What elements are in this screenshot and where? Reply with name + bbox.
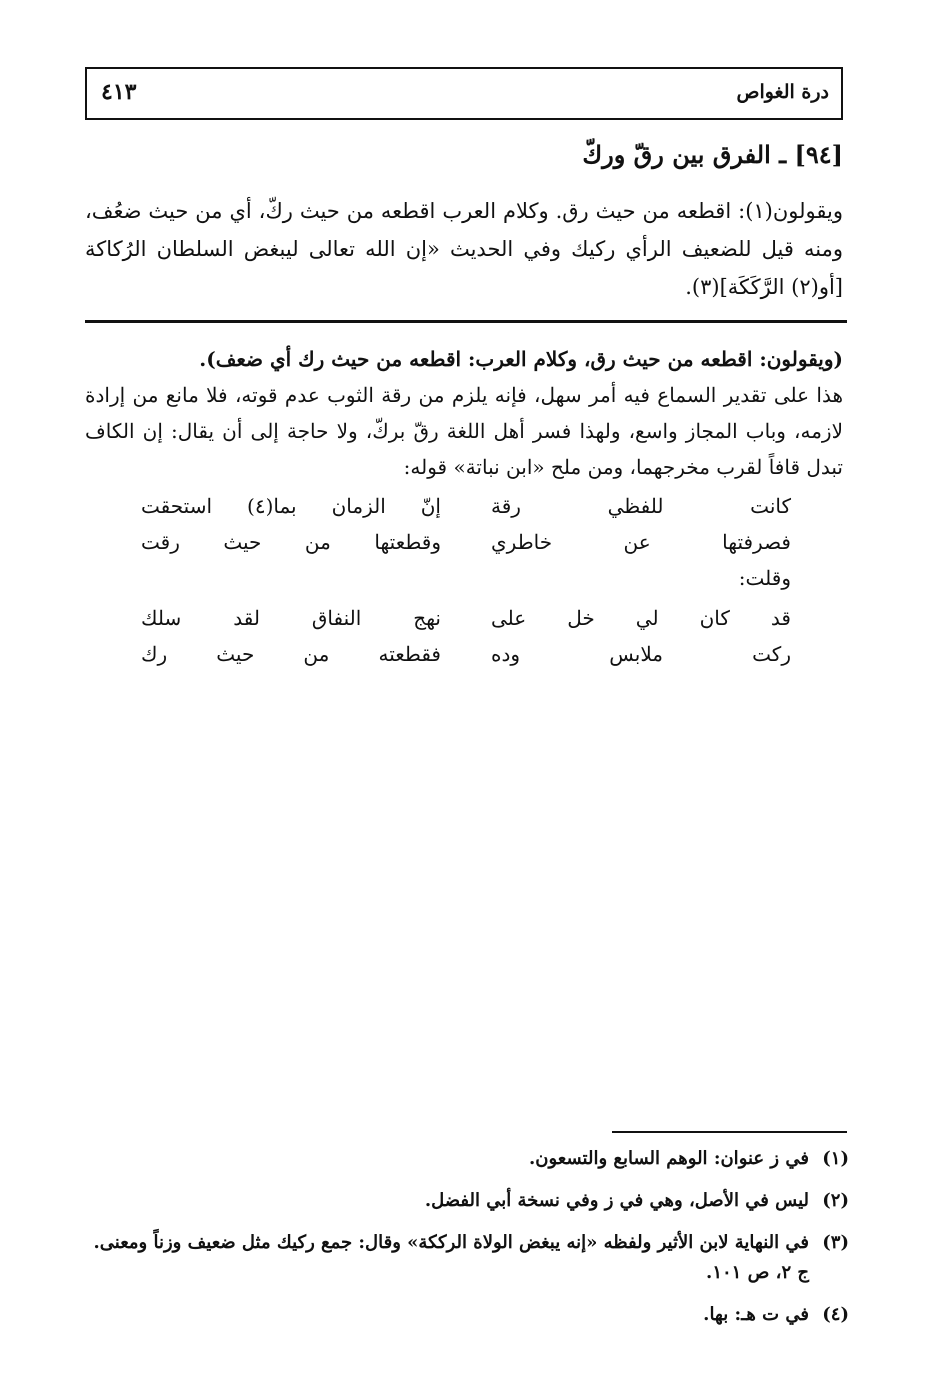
footnote-divider: [612, 1131, 847, 1133]
footnote: [79, 1186, 849, 1216]
verse-line: [141, 494, 791, 530]
running-header: [85, 67, 843, 120]
section-heading: [٩٤] ـ الفرق بين رقّ وركّ: [582, 140, 843, 169]
main-paragraph: ويقولون(١): اقطعه من حيث رق. وكلام العرب اقطعه من حيث ركّ، أي من حيث ضعُف، ومنه قيل للضعيف الرأي ركيك وفي الحديث «إن الله تعالى ليبغض السلطان الرُكاكة [أو(٢) الرَّكَكَة](٣).: [85, 199, 843, 299]
footnote: [79, 1228, 849, 1288]
hemistich-second: وقطعتها من حيث رقت: [141, 530, 441, 554]
hemistich-second: إنّ الزمان بما(٤) استحقت: [141, 494, 441, 518]
section-divider: [85, 320, 847, 323]
book-title: درة الغواص: [736, 81, 829, 103]
commentary-lead: (ويقولون: اقطعه من حيث رق، وكلام العرب: اقطعه من حيث رك أي ضعف).: [199, 347, 843, 371]
hemistich-first: ركت ملابس وده: [491, 642, 791, 666]
footnote-number: (٤): [822, 1304, 849, 1325]
footnote-number: (٢): [822, 1190, 849, 1211]
footnote-number: (١): [822, 1148, 849, 1169]
footnote-text: ليس في الأصل، وهي في ز وفي نسخة أبي الفضل.: [424, 1190, 809, 1211]
verse-line: [141, 530, 791, 566]
poem-second: [141, 606, 791, 678]
footnote-text: في ز عنوان: الوهم السابع والتسعون.: [529, 1148, 809, 1169]
verse-line: [141, 606, 791, 642]
footnote-text: في النهاية لابن الأثير ولفظه «إنه يبغض الولاة الرككة» وقال: جمع ركيك مثل ضعيف وزناً ومعنى. ج ٢، ص ١٠١.: [93, 1232, 809, 1283]
page-number: ٤١٣: [101, 79, 137, 105]
hemistich-second: فقطعته من حيث رك: [141, 642, 441, 666]
footnotes: [79, 1144, 849, 1342]
hemistich-second: نهج النفاق لقد سلك: [141, 606, 441, 630]
verse-line: [141, 642, 791, 678]
footnote: [79, 1300, 849, 1330]
main-text: [85, 192, 843, 306]
hemistich-first: قد كان لي خل على: [491, 606, 791, 630]
footnote-number: (٣): [822, 1232, 849, 1253]
hemistich-first: فصرفتها عن خاطري: [491, 530, 791, 554]
footnote-text: في ت هـ: بها.: [703, 1304, 809, 1325]
footnote: [79, 1144, 849, 1174]
hemistich-first: كانت للفظي رقة: [491, 494, 791, 518]
poem-intro: وقلت:: [738, 566, 791, 590]
commentary: [85, 341, 843, 485]
commentary-paragraph: هذا على تقدير السماع فيه أمر سهل، فإنه يلزم من رقة الثوب عدم قوته، فلا مانع من إرادة لازمه، وباب المجاز واسع، ولهذا فسر أهل اللغة رقّ بركّ، ولا حاجة إلى أن يقال: إن الكاف تبدل قافاً لقرب مخرجهما، ومن ملح «ابن نباتة» قوله:: [85, 383, 843, 479]
poem-first: [141, 494, 791, 566]
